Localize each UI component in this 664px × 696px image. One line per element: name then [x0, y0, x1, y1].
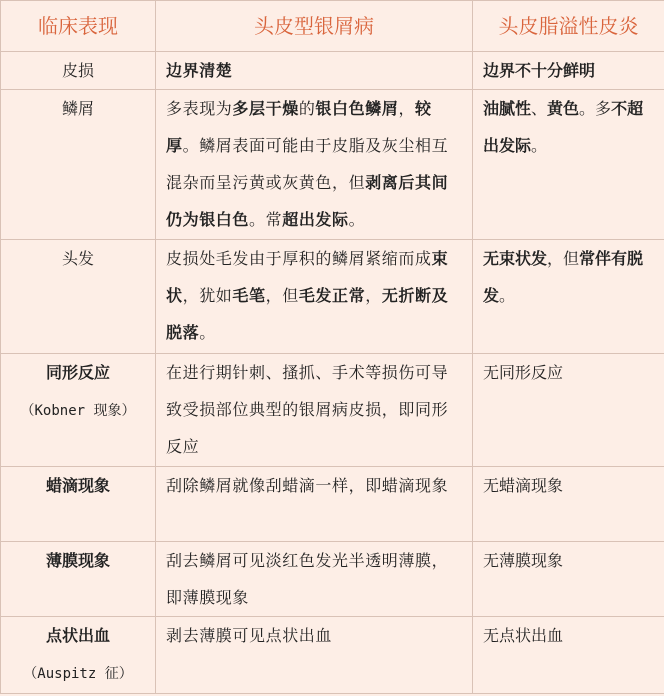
clinical-feature-cell — [1, 52, 156, 90]
text-run: 。常 — [249, 210, 283, 229]
text-run: 无同形反应 — [483, 363, 564, 382]
text-run: 刮去鳞屑可见淡红色发光半透明薄膜，即薄膜现象 — [166, 551, 449, 607]
bold-text-run: 薄膜现象 — [45, 551, 110, 570]
header-psoriasis: 头皮型银屑病 — [156, 1, 473, 52]
clinical-feature-cell — [1, 467, 156, 542]
clinical-feature-cell — [1, 354, 156, 467]
bold-text-run: 边界清楚 — [166, 61, 233, 80]
text-run: 在进行期针刺、搔抓、手术等损伤可导致受损部位典型的银屑病皮损，即同形反应 — [166, 363, 449, 456]
table-row — [1, 240, 664, 354]
clinical-feature-cell — [1, 90, 156, 240]
psoriasis-cell — [156, 240, 473, 354]
bold-text-run: 无束状发 — [483, 249, 548, 268]
text-run: 。 — [348, 210, 366, 229]
bold-text-run: 束状 — [166, 249, 449, 305]
bold-text-run: 剥离后其间仍为银白色 — [166, 173, 449, 229]
psoriasis-cell — [156, 467, 473, 542]
text-run: 刮除鳞屑就像刮蜡滴一样，即蜡滴现象 — [166, 476, 449, 495]
seborrheic-cell — [473, 240, 664, 354]
text-run: 的 — [298, 99, 316, 118]
table-row — [1, 617, 664, 694]
seborrheic-cell — [473, 90, 664, 240]
bold-text-run: 毛笔 — [232, 286, 266, 305]
feature-subtitle: （Auspitz 征） — [23, 666, 133, 682]
psoriasis-cell — [156, 90, 473, 240]
text-run: 无薄膜现象 — [483, 551, 564, 570]
text-run: 、 — [531, 99, 548, 118]
clinical-feature-cell — [1, 617, 156, 694]
text-run: 头发 — [61, 249, 94, 268]
text-run: 皮损处毛发由于厚积的鳞屑紧缩而成 — [166, 249, 432, 268]
text-run: 。 — [199, 323, 216, 342]
seborrheic-cell — [473, 617, 664, 694]
feature-subtitle: （Kobner 现象） — [20, 403, 136, 419]
text-run: ，但 — [547, 249, 580, 268]
text-run: ，但 — [265, 286, 299, 305]
header-clinical: 临床表现 — [1, 1, 156, 52]
bold-text-run: 较厚 — [166, 99, 432, 155]
text-run: 剥去薄膜可见点状出血 — [166, 626, 333, 645]
seborrheic-cell — [473, 52, 664, 90]
psoriasis-cell — [156, 52, 473, 90]
bold-text-run: 银白色鳞屑 — [315, 99, 399, 118]
clinical-feature-cell — [1, 240, 156, 354]
text-run: ， — [365, 286, 382, 305]
seborrheic-cell — [473, 467, 664, 542]
text-run: 鳞屑 — [61, 99, 94, 118]
table-row — [1, 467, 664, 542]
text-run: ，犹如 — [182, 286, 233, 305]
text-run: 多表现为 — [166, 99, 233, 118]
psoriasis-cell — [156, 542, 473, 617]
bold-text-run: 毛发正常 — [298, 286, 366, 305]
seborrheic-cell — [473, 542, 664, 617]
bold-text-run: 多层干燥 — [232, 99, 299, 118]
text-run: 。多 — [579, 99, 612, 118]
bold-text-run: 不超出发际 — [483, 99, 644, 155]
bold-text-run: 同形反应 — [45, 363, 110, 382]
header-row — [1, 1, 664, 52]
text-run: 皮损 — [61, 61, 94, 80]
table-row — [1, 90, 664, 240]
clinical-feature-cell — [1, 542, 156, 617]
table-row — [1, 52, 664, 90]
bold-text-run: 点状出血 — [45, 626, 110, 645]
bold-text-run: 超出发际 — [282, 210, 349, 229]
bold-text-run: 无折断及脱落 — [166, 286, 449, 342]
psoriasis-cell — [156, 617, 473, 694]
text-run: 无点状出血 — [483, 626, 564, 645]
text-run: 。 — [531, 136, 548, 155]
table-row — [1, 542, 664, 617]
bold-text-run: 边界不十分鲜明 — [483, 61, 596, 80]
text-run: 。鳞屑表面可能由于皮脂及灰尘相互混杂而呈污黄或灰黄色，但 — [166, 136, 449, 192]
text-run: 。 — [499, 286, 516, 305]
bold-text-run: 蜡滴现象 — [45, 476, 110, 495]
psoriasis-cell — [156, 354, 473, 467]
text-run: 无蜡滴现象 — [483, 476, 564, 495]
text-run: ， — [398, 99, 416, 118]
table-row — [1, 354, 664, 467]
seborrheic-cell — [473, 354, 664, 467]
bold-text-run: 黄色 — [547, 99, 580, 118]
header-seborrheic: 头皮脂溢性皮炎 — [473, 1, 664, 52]
bold-text-run: 常伴有脱发 — [483, 249, 644, 305]
bold-text-run: 油腻性 — [483, 99, 532, 118]
